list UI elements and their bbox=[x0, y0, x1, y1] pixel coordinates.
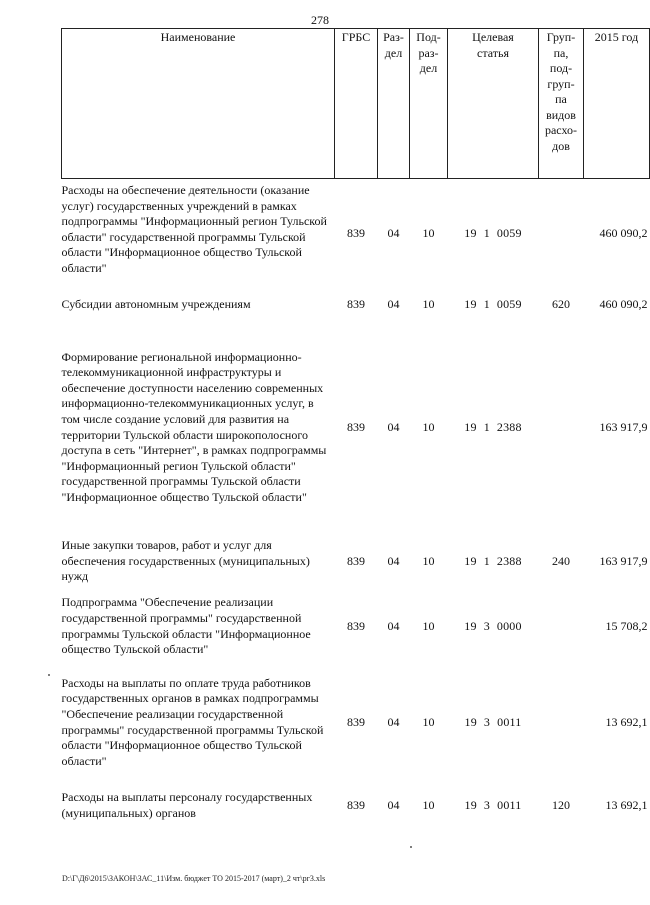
row-sum: 163 917,9 bbox=[599, 419, 648, 434]
row-gruppa bbox=[539, 667, 584, 779]
row-razdel: 04 bbox=[387, 714, 400, 729]
scan-speck bbox=[410, 846, 412, 848]
row-name: Расходы на обеспечение деятельности (оказание услуг) государственных учреждений в рамках подпрограммы "Информационный регион Тульской области" государственной программы Тульской области "Информационное общество Тульской области" bbox=[61, 183, 327, 275]
row-grbs: 839 bbox=[347, 225, 365, 240]
row-name: Расходы на выплаты персоналу государственных (муниципальных) органов bbox=[61, 789, 313, 820]
row-grbs: 839 bbox=[347, 419, 365, 434]
row-sum: 15 708,2 bbox=[605, 618, 648, 633]
header-gruppa: Груп- па, под- груп- па видов расхо- дов bbox=[539, 29, 584, 179]
row-razdel: 04 bbox=[387, 296, 400, 311]
row-celevaya: 19 1 2388 bbox=[464, 553, 522, 568]
row-sum: 460 090,2 bbox=[599, 225, 648, 240]
table-row bbox=[62, 667, 650, 779]
row-celevaya: 19 3 0000 bbox=[464, 618, 522, 633]
row-gruppa: 620 bbox=[552, 296, 570, 311]
row-razdel: 04 bbox=[387, 618, 400, 633]
row-podrazdel: 10 bbox=[422, 419, 435, 434]
row-podrazdel: 10 bbox=[422, 618, 435, 633]
scan-speck bbox=[48, 674, 50, 676]
row-name: Подпрограмма "Обеспечение реализации государственной программы" государственной программы Тульской области "Информационное общество Тульской области" bbox=[61, 595, 311, 657]
row-razdel: 04 bbox=[387, 553, 400, 568]
row-gruppa bbox=[539, 331, 584, 525]
row-celevaya: 19 3 0011 bbox=[464, 714, 522, 729]
row-grbs: 839 bbox=[347, 714, 365, 729]
row-celevaya: 19 3 0011 bbox=[464, 797, 522, 812]
header-grbs: ГРБС bbox=[335, 29, 378, 179]
row-gruppa bbox=[539, 179, 584, 289]
table-row bbox=[62, 289, 650, 321]
row-razdel: 04 bbox=[387, 225, 400, 240]
row-razdel: 04 bbox=[387, 419, 400, 434]
row-podrazdel: 10 bbox=[422, 553, 435, 568]
row-gruppa: 120 bbox=[552, 797, 570, 812]
row-podrazdel: 10 bbox=[422, 296, 435, 311]
row-grbs: 839 bbox=[347, 553, 365, 568]
header-name: Наименование bbox=[62, 29, 335, 179]
row-sum: 460 090,2 bbox=[599, 296, 648, 311]
row-podrazdel: 10 bbox=[422, 797, 435, 812]
row-grbs: 839 bbox=[347, 618, 365, 633]
header-year: 2015 год bbox=[584, 29, 650, 179]
row-grbs: 839 bbox=[347, 296, 365, 311]
row-celevaya: 19 1 0059 bbox=[464, 296, 522, 311]
row-sum: 13 692,1 bbox=[605, 714, 648, 729]
row-gruppa bbox=[539, 587, 584, 667]
row-sum: 13 692,1 bbox=[605, 797, 648, 812]
row-name: Формирование региональной информационно-телекоммуникационной инфраструктуры и обеспечение доступности населению современных информационно-телекоммуникационных услуг, в том числе создание условий для развития на территории Тульской области широкополосного доступа в сеть "Интернет", в рамках подпрограммы "Информационный регион Тульской области" государственной программы Тульской области "Информационное общество Тульской области" bbox=[61, 349, 327, 504]
header-razdel: Раз- дел bbox=[378, 29, 410, 179]
row-celevaya: 19 1 2388 bbox=[464, 419, 522, 434]
row-name: Расходы на выплаты по оплате труда работников государственных органов в рамках подпрограммы "Обеспечение реализации государственной программы" государственной программы Тульской области "Информационное общество Тульской области" bbox=[61, 675, 324, 768]
page-number: 278 bbox=[311, 13, 329, 27]
row-gruppa: 240 bbox=[552, 553, 570, 568]
row-podrazdel: 10 bbox=[422, 714, 435, 729]
row-name: Субсидии автономным учреждениям bbox=[61, 296, 251, 311]
file-path-footer: D:\Г\Д6\2015\ЗАКОН\ЗАС_11\Изм. бюджет ТО 2015-2017 (март)_2 чт\рг3.xls bbox=[62, 874, 326, 883]
row-celevaya: 19 1 0059 bbox=[464, 225, 522, 240]
budget-table bbox=[61, 28, 650, 823]
row-grbs: 839 bbox=[347, 797, 365, 812]
table-row bbox=[62, 789, 650, 823]
table-row bbox=[62, 331, 650, 525]
row-razdel: 04 bbox=[387, 797, 400, 812]
header-podrazdel: Под- раз- дел bbox=[410, 29, 448, 179]
table-row bbox=[62, 537, 650, 587]
row-podrazdel: 10 bbox=[422, 225, 435, 240]
table-row bbox=[62, 587, 650, 667]
table-header-row bbox=[62, 29, 650, 179]
row-name: Иные закупки товаров, работ и услуг для обеспечения государственных (муниципальных) нужд bbox=[61, 538, 310, 584]
row-sum: 163 917,9 bbox=[599, 553, 648, 568]
header-celevaya: Целевая статья bbox=[448, 29, 539, 179]
table-row bbox=[62, 179, 650, 289]
